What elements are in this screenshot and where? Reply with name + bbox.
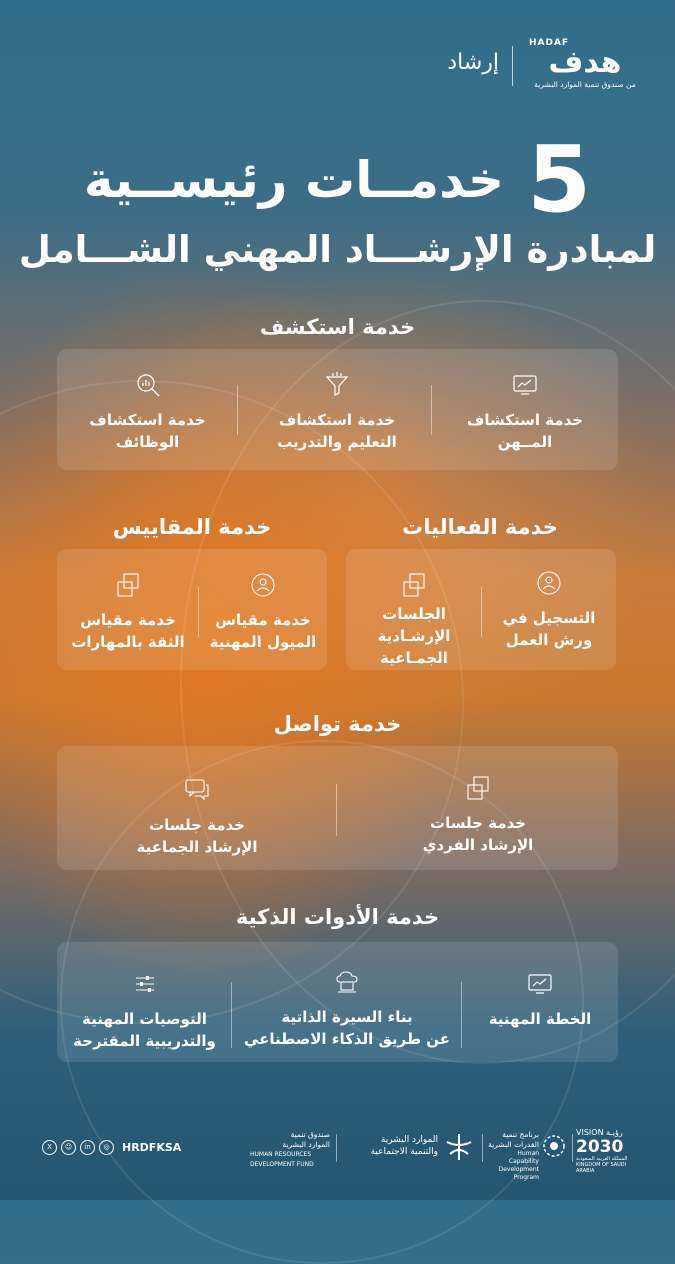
page-title <box>0 126 675 233</box>
title-main: خدمــات رئيســية <box>83 151 505 209</box>
service-line2: ورش العمل <box>505 631 593 649</box>
page-subtitle: لمبادرة الإرشـــاد المهني الشـــامل <box>18 228 657 271</box>
service-line3: الجمـاعية <box>380 649 448 667</box>
service-career-plan[interactable] <box>462 970 618 1030</box>
hrdf-ar2: الموارد البشرية <box>282 1140 330 1149</box>
mhrsd-emblem-icon <box>442 1132 476 1162</box>
service-line1: التوصيات المهنية <box>82 1010 207 1028</box>
monitor-chart-icon <box>511 371 539 399</box>
service-explore-careers[interactable] <box>432 371 618 453</box>
squares-icon <box>464 774 492 802</box>
panel-smart-tools <box>57 942 618 1062</box>
panel-measures <box>57 549 327 670</box>
mhrsd-ar2: والتنمية الاجتماعية <box>370 1147 438 1157</box>
hcdp-ar2: القدرات البشرية <box>488 1140 539 1149</box>
section-title-events: خدمة الفعاليات <box>402 515 558 539</box>
vision-year: 2030 <box>576 1137 624 1157</box>
panel-events <box>346 549 616 670</box>
hcdp-logo <box>486 1130 566 1182</box>
footer-separator <box>482 1134 483 1162</box>
service-line2: الإرشاد الجماعية <box>136 838 258 856</box>
footer <box>0 1128 675 1181</box>
service-line2: الإرشاد الفردي <box>422 836 534 854</box>
header <box>0 38 675 98</box>
panel-explore <box>57 349 618 470</box>
hcdp-en2: Development Program <box>498 1166 539 1181</box>
hcdp-emblem-icon <box>542 1134 566 1158</box>
service-line2: التعليم والتدريب <box>277 433 397 451</box>
logo-en: HADAF <box>529 38 570 48</box>
squares-icon <box>114 571 142 599</box>
service-line1: خدمة مقياس <box>215 611 311 629</box>
squares-icon <box>400 571 428 599</box>
service-line2: الميول المهنية <box>209 633 317 651</box>
hcdp-ar1: برنامج تنمية <box>502 1130 539 1139</box>
header-divider <box>512 46 513 86</box>
instagram-icon[interactable]: ◎ <box>99 1140 114 1155</box>
service-explore-education[interactable] <box>242 371 432 453</box>
footer-separator <box>572 1134 573 1162</box>
panel-contact <box>57 746 618 870</box>
social-handle: HRDFKSA <box>122 1141 182 1154</box>
x-icon[interactable]: X <box>42 1140 57 1155</box>
hrdf-logo <box>250 1130 330 1170</box>
section-title-contact: خدمة تواصل <box>273 712 402 736</box>
sliders-icon <box>131 970 159 998</box>
logo-subtitle: من صندوق تنمية الموارد البشرية <box>534 80 636 89</box>
service-line1: التسجيل في <box>502 609 596 627</box>
section-title-smart-tools: خدمة الأدوات الذكية <box>235 905 440 929</box>
service-ai-resume-builder[interactable] <box>232 968 462 1050</box>
cloud-laptop-icon <box>333 968 361 996</box>
hrdf-en2: DEVELOPMENT FUND <box>250 1161 314 1168</box>
linkedin-icon[interactable]: in <box>80 1140 95 1155</box>
service-individual-sessions[interactable] <box>338 774 618 856</box>
footer-separator <box>336 1134 337 1162</box>
service-workshops-registration[interactable] <box>482 569 616 651</box>
logo-ar: هدف <box>548 45 622 80</box>
program-name: إرشاد <box>447 50 499 75</box>
service-line2: الثقة بالمهارات <box>71 633 185 651</box>
service-line1: الخطة المهنية <box>488 1010 592 1028</box>
section-title-measures: خدمة المقاييس <box>112 515 272 539</box>
hrdf-en1: HUMAN RESOURCES <box>250 1151 312 1158</box>
service-line1: خدمة جلسات <box>430 814 526 832</box>
funnel-icon <box>323 371 351 399</box>
service-line1: خدمة استكشاف <box>89 411 206 429</box>
service-recommendations[interactable] <box>57 970 232 1052</box>
service-line1: بناء السيرة الذاتية <box>281 1008 413 1026</box>
vision-2030-logo <box>576 1128 636 1174</box>
snapchat-icon[interactable]: ☺ <box>61 1140 76 1155</box>
vision-en: VISION <box>576 1128 604 1137</box>
service-group-sessions[interactable] <box>346 571 482 669</box>
hrdf-ar1: صندوق تنمية <box>290 1130 330 1139</box>
service-interest-measure[interactable] <box>199 571 327 653</box>
service-line2: الوظائف <box>115 433 180 451</box>
service-line2: عن طريق الذكاء الاصطناعي <box>243 1030 451 1048</box>
social-links <box>42 1140 181 1155</box>
section-title-explore: خدمة استكشف <box>259 315 416 339</box>
service-line1: خدمة مقياس <box>80 611 176 629</box>
service-group-counseling-sessions[interactable] <box>57 776 337 858</box>
title-number: 5 <box>527 126 592 233</box>
people-target-icon <box>249 571 277 599</box>
vision-kingdom: KINGDOM OF SAUDI ARABIA <box>576 1162 627 1174</box>
vision-ar: رؤيـة <box>606 1128 623 1137</box>
monitor-chart-icon <box>526 970 554 998</box>
chat-icon <box>183 776 211 804</box>
hcdp-en1: Human Capability <box>508 1150 539 1165</box>
service-line2: والتدريبية المقترحة <box>73 1032 216 1050</box>
service-line1: خدمة استكشاف <box>278 411 396 429</box>
service-line2: الإرشـادية <box>377 627 451 645</box>
mhrsd-logo <box>346 1134 476 1158</box>
vision-kingdom-ar: المملكة العربية السعودية <box>576 1156 628 1162</box>
service-skills-confidence-measure[interactable] <box>57 571 199 653</box>
service-line1: الجلسات <box>382 605 446 623</box>
service-line2: المــهن <box>497 433 553 451</box>
service-line1: خدمة استكشاف <box>466 411 584 429</box>
mhrsd-ar1: الموارد البشرية <box>380 1135 438 1145</box>
people-target-icon <box>535 569 563 597</box>
service-line1: خدمة جلسات <box>149 816 245 834</box>
search-chart-icon <box>134 371 162 399</box>
service-explore-jobs[interactable] <box>57 371 238 453</box>
hadaf-logo[interactable] <box>525 38 645 89</box>
